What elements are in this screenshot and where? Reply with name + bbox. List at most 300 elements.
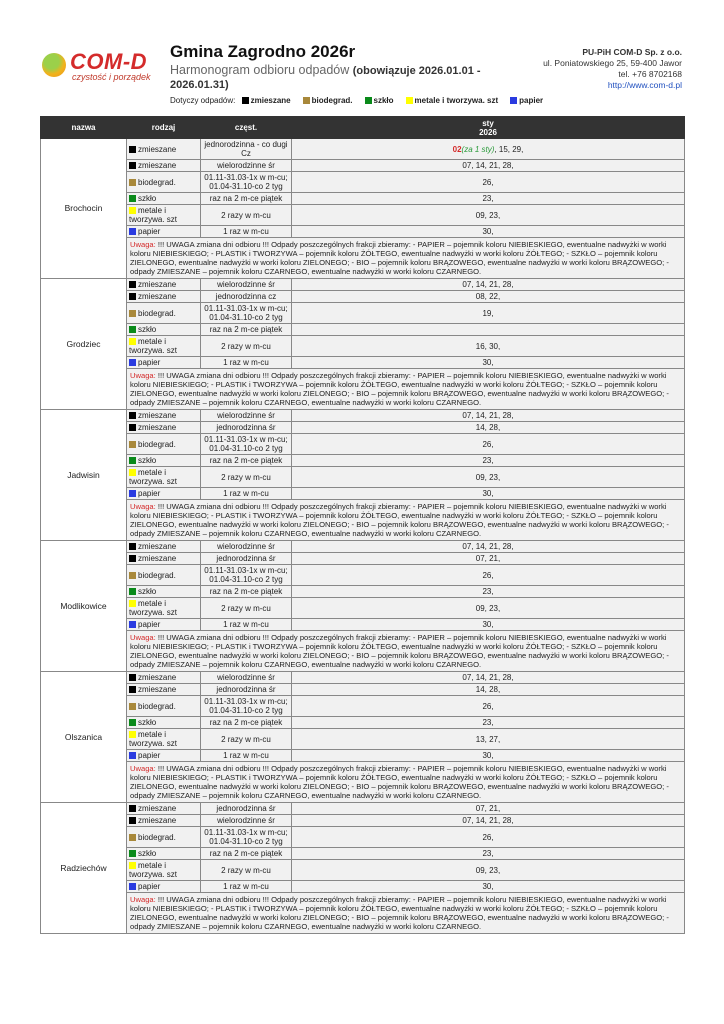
table-row	[41, 815, 685, 827]
waste-kind	[127, 291, 201, 303]
frequency: jednorodzinna - co dugi Cz	[201, 139, 292, 160]
color-swatch-icon	[129, 326, 136, 333]
waste-kind	[127, 139, 201, 160]
color-swatch-icon	[129, 228, 136, 235]
color-swatch-icon	[129, 412, 136, 419]
table-row	[41, 565, 685, 586]
note-prefix: Uwaga:	[130, 633, 156, 642]
village-name: Jadwisin	[41, 410, 127, 541]
waste-kind-label: zmieszane	[138, 554, 177, 563]
dates-text: 07, 14, 21, 28,	[462, 542, 514, 551]
frequency: 1 raz w m-cu	[201, 619, 292, 631]
pickup-dates	[292, 324, 685, 336]
waste-kind	[127, 750, 201, 762]
table-row	[41, 729, 685, 750]
table-row	[41, 717, 685, 729]
pickup-dates	[292, 488, 685, 500]
color-swatch-icon	[129, 359, 136, 366]
waste-kind-label: zmieszane	[138, 673, 177, 682]
pickup-dates	[292, 336, 685, 357]
collection-note	[127, 631, 685, 672]
pickup-dates	[292, 160, 685, 172]
waste-kind-label: metale i tworzywa. szt	[129, 206, 178, 224]
village-name: Brochocin	[41, 139, 127, 279]
table-row	[41, 172, 685, 193]
note-row	[41, 762, 685, 803]
legend-item	[303, 96, 353, 105]
color-swatch-icon	[129, 572, 136, 579]
color-swatch-icon	[129, 195, 136, 202]
table-row	[41, 488, 685, 500]
pickup-dates	[292, 684, 685, 696]
table-row	[41, 848, 685, 860]
color-swatch-icon	[129, 834, 136, 841]
pickup-dates	[292, 815, 685, 827]
frequency: 1 raz w m-cu	[201, 488, 292, 500]
dates-text: 26,	[482, 832, 494, 842]
waste-kind-label: zmieszane	[138, 816, 177, 825]
table-row	[41, 827, 685, 848]
pickup-dates	[292, 827, 685, 848]
dates-text: 30,	[482, 620, 494, 629]
note-text: !!! UWAGA zmiana dni odbioru !!! Odpady poszczególnych frakcji zbieramy: - PAPIER – pojemnik koloru NIEBIESKIEGO, ewentualne nadwyżki w worki koloru NIEBIESKIEGO; - PLASTIK i TWORZYWA – pojemnik koloru ŻÓŁTEGO, ewentualne nadwyżki w worki koloru ŻÓŁTEGO; - SZKŁO – pojemnik koloru ZIELONEGO, ewentualne nadwyżki w worki koloru ZIELONEGO; - BIO – pojemnik koloru BRĄZOWEGO, ewentualne nadwyżki w worki koloru BRĄZOWEGO; - odpady ZMIESZANE – pojemnik koloru CZARNEGO, ewentualne nadwyżki w worki koloru CZARNEGO.	[130, 371, 669, 407]
waste-kind-label: biodegrad.	[138, 439, 176, 449]
table-row	[41, 467, 685, 488]
waste-kind-label: biodegrad.	[138, 177, 176, 187]
note-prefix: Uwaga:	[130, 764, 156, 773]
frequency: raz na 2 m-ce piątek	[201, 717, 292, 729]
table-row	[41, 357, 685, 369]
frequency: jednorodzinna cz	[201, 291, 292, 303]
pickup-dates	[292, 357, 685, 369]
note-text: !!! UWAGA zmiana dni odbioru !!! Odpady poszczególnych frakcji zbieramy: - PAPIER – pojemnik koloru NIEBIESKIEGO, ewentualne nadwyżki w worki koloru NIEBIESKIEGO; - PLASTIK i TWORZYWA – pojemnik koloru ŻÓŁTEGO, ewentualne nadwyżki w worki koloru ŻÓŁTEGO; - SZKŁO – pojemnik koloru ZIELONEGO, ewentualne nadwyżki w worki koloru ZIELONEGO; - BIO – pojemnik koloru BRĄZOWEGO, ewentualne nadwyżki w worki koloru BRĄZOWEGO; - odpady ZMIESZANE – pojemnik koloru CZARNEGO, ewentualne nadwyżki w worki koloru CZARNEGO.	[130, 240, 669, 276]
table-header-row	[41, 117, 685, 139]
table-row	[41, 422, 685, 434]
table-row	[41, 598, 685, 619]
pickup-dates	[292, 565, 685, 586]
color-swatch-icon	[129, 862, 136, 869]
pickup-dates	[292, 696, 685, 717]
logo-tagline: czystość i porządek	[72, 72, 151, 82]
waste-kind	[127, 848, 201, 860]
dates-text: 23,	[482, 849, 494, 858]
dates-text: 19,	[482, 308, 494, 318]
dates-text: , 15, 29,	[494, 144, 524, 154]
frequency: wielorodzinne śr	[201, 541, 292, 553]
waste-kind	[127, 160, 201, 172]
color-swatch-icon	[129, 752, 136, 759]
table-row	[41, 139, 685, 160]
color-swatch-icon	[129, 555, 136, 562]
waste-kind	[127, 336, 201, 357]
waste-kind	[127, 488, 201, 500]
waste-kind	[127, 205, 201, 226]
color-swatch-icon	[406, 97, 413, 104]
dates-text: 26,	[482, 439, 494, 449]
color-swatch-icon	[129, 338, 136, 345]
document-header	[0, 0, 724, 116]
pickup-dates	[292, 729, 685, 750]
dates-text: 07, 14, 21, 28,	[462, 280, 514, 289]
color-swatch-icon	[129, 588, 136, 595]
pickup-dates	[292, 455, 685, 467]
pickup-dates	[292, 291, 685, 303]
color-swatch-icon	[129, 719, 136, 726]
note-row	[41, 893, 685, 934]
waste-kind	[127, 434, 201, 455]
waste-kind-label: zmieszane	[138, 411, 177, 420]
waste-kind-label: zmieszane	[138, 804, 177, 813]
waste-kind-label: metale i tworzywa. szt	[129, 599, 178, 617]
color-swatch-icon	[129, 543, 136, 550]
waste-kind-label: zmieszane	[138, 542, 177, 551]
dates-text: 07, 14, 21, 28,	[462, 161, 514, 170]
note-row	[41, 238, 685, 279]
color-swatch-icon	[129, 441, 136, 448]
pickup-dates	[292, 139, 685, 160]
frequency: 2 razy w m-cu	[201, 598, 292, 619]
color-swatch-icon	[129, 293, 136, 300]
waste-kind	[127, 324, 201, 336]
table-row	[41, 434, 685, 455]
dates-text: 14, 28,	[475, 685, 501, 694]
legend-item-label: biodegrad.	[311, 96, 353, 105]
pickup-dates	[292, 717, 685, 729]
note-prefix: Uwaga:	[130, 502, 156, 511]
color-swatch-icon	[129, 621, 136, 628]
pickup-dates	[292, 541, 685, 553]
frequency: wielorodzinne śr	[201, 672, 292, 684]
waste-kind-label: szkło	[138, 849, 157, 858]
color-swatch-icon	[242, 97, 249, 104]
note-row	[41, 631, 685, 672]
waste-kind-label: szkło	[138, 194, 157, 203]
waste-kind	[127, 803, 201, 815]
frequency: wielorodzinne śr	[201, 815, 292, 827]
dates-text: 23,	[482, 718, 494, 727]
color-swatch-icon	[129, 457, 136, 464]
pickup-dates	[292, 410, 685, 422]
table-row	[41, 160, 685, 172]
pickup-dates	[292, 672, 685, 684]
dates-text: 23,	[482, 194, 494, 203]
header-name: nazwa	[41, 117, 127, 139]
waste-kind	[127, 586, 201, 598]
frequency: 2 razy w m-cu	[201, 336, 292, 357]
table-row	[41, 541, 685, 553]
dates-text: 09, 23,	[475, 603, 501, 613]
pickup-dates	[292, 750, 685, 762]
table-row	[41, 881, 685, 893]
waste-kind-label: papier	[138, 227, 161, 236]
dates-text: 30,	[482, 489, 494, 498]
legend-item	[510, 96, 543, 105]
waste-kind-label: zmieszane	[138, 685, 177, 694]
waste-kind	[127, 172, 201, 193]
header-month	[292, 117, 685, 139]
note-prefix: Uwaga:	[130, 240, 156, 249]
table-row	[41, 696, 685, 717]
header-frequency: częst.	[201, 117, 292, 139]
pickup-dates	[292, 172, 685, 193]
color-swatch-icon	[129, 162, 136, 169]
waste-kind-label: zmieszane	[138, 161, 177, 170]
color-swatch-icon	[129, 179, 136, 186]
color-swatch-icon	[129, 703, 136, 710]
waste-legend	[170, 96, 555, 105]
collection-note	[127, 238, 685, 279]
note-row	[41, 500, 685, 541]
dates-text: 30,	[482, 227, 494, 236]
color-swatch-icon	[129, 146, 136, 153]
frequency: jednorodzinna śr	[201, 422, 292, 434]
company-name: PU-PiH COM-D Sp. z o.o.	[582, 47, 682, 57]
color-swatch-icon	[129, 674, 136, 681]
village-name: Radziechów	[41, 803, 127, 934]
waste-kind-label: papier	[138, 882, 161, 891]
page-title: Gmina Zagrodno 2026r	[170, 42, 356, 61]
dates-text: 07, 14, 21, 28,	[462, 816, 514, 825]
waste-kind-label: metale i tworzywa. szt	[129, 468, 178, 486]
waste-kind-label: metale i tworzywa. szt	[129, 337, 178, 355]
table-row	[41, 226, 685, 238]
color-swatch-icon	[129, 469, 136, 476]
frequency: 01.11-31.03-1x w m-cu; 01.04-31.10-co 2 tyg	[201, 696, 292, 717]
legend-item	[242, 96, 291, 105]
waste-kind	[127, 717, 201, 729]
frequency: 01.11-31.03-1x w m-cu; 01.04-31.10-co 2 tyg	[201, 434, 292, 455]
note-text: !!! UWAGA zmiana dni odbioru !!! Odpady poszczególnych frakcji zbieramy: - PAPIER – pojemnik koloru NIEBIESKIEGO, ewentualne nadwyżki w worki koloru NIEBIESKIEGO; - PLASTIK i TWORZYWA – pojemnik koloru ŻÓŁTEGO, ewentualne nadwyżki w worki koloru ŻÓŁTEGO; - SZKŁO – pojemnik koloru ZIELONEGO, ewentualne nadwyżki w worki koloru ZIELONEGO; - BIO – pojemnik koloru BRĄZOWEGO, ewentualne nadwyżki w worki koloru BRĄZOWEGO; - odpady ZMIESZANE – pojemnik koloru CZARNEGO, ewentualne nadwyżki w worki koloru CZARNEGO.	[130, 764, 669, 800]
table-row	[41, 750, 685, 762]
pickup-dates	[292, 619, 685, 631]
table-row	[41, 303, 685, 324]
waste-kind	[127, 357, 201, 369]
frequency: wielorodzinne śr	[201, 279, 292, 291]
dates-text: 14, 28,	[475, 423, 501, 432]
waste-kind	[127, 422, 201, 434]
validity-period: (obowiązuje 2026.01.01 - 2026.01.31)	[170, 65, 481, 91]
pickup-dates	[292, 467, 685, 488]
village-name: Olszanica	[41, 672, 127, 803]
frequency: raz na 2 m-ce piątek	[201, 193, 292, 205]
collection-note	[127, 369, 685, 410]
logo-brand: COM-D	[70, 49, 148, 74]
dates-text: 08, 22,	[475, 292, 501, 301]
waste-kind	[127, 541, 201, 553]
header-year: 2026	[479, 127, 497, 137]
color-swatch-icon	[129, 850, 136, 857]
waste-kind-label: biodegrad.	[138, 308, 176, 318]
frequency: raz na 2 m-ce piątek	[201, 848, 292, 860]
table-row	[41, 291, 685, 303]
waste-kind-label: szkło	[138, 456, 157, 465]
pickup-dates	[292, 803, 685, 815]
waste-kind-label: papier	[138, 358, 161, 367]
frequency: 2 razy w m-cu	[201, 205, 292, 226]
frequency: 01.11-31.03-1x w m-cu; 01.04-31.10-co 2 tyg	[201, 303, 292, 324]
frequency: 1 raz w m-cu	[201, 750, 292, 762]
waste-kind	[127, 827, 201, 848]
frequency: 1 raz w m-cu	[201, 226, 292, 238]
dates-text: 09, 23,	[475, 865, 501, 875]
frequency: 2 razy w m-cu	[201, 729, 292, 750]
table-row	[41, 324, 685, 336]
legend-item-label: szkło	[373, 96, 394, 105]
frequency: 1 raz w m-cu	[201, 881, 292, 893]
legend-item-label: metale i tworzywa. szt	[414, 96, 499, 105]
dates-text: 16, 30,	[475, 341, 501, 351]
pickup-dates	[292, 422, 685, 434]
dates-text: 30,	[482, 358, 494, 367]
company-address: ul. Poniatowskiego 25, 59-400 Jawor	[543, 58, 682, 68]
dates-text: 30,	[482, 882, 494, 891]
waste-kind	[127, 672, 201, 684]
waste-kind	[127, 729, 201, 750]
note-text: !!! UWAGA zmiana dni odbioru !!! Odpady poszczególnych frakcji zbieramy: - PAPIER – pojemnik koloru NIEBIESKIEGO, ewentualne nadwyżki w worki koloru NIEBIESKIEGO; - PLASTIK i TWORZYWA – pojemnik koloru ŻÓŁTEGO, ewentualne nadwyżki w worki koloru ŻÓŁTEGO; - SZKŁO – pojemnik koloru ZIELONEGO, ewentualne nadwyżki w worki koloru ZIELONEGO; - BIO – pojemnik koloru BRĄZOWEGO, ewentualne nadwyżki w worki koloru BRĄZOWEGO; - odpady ZMIESZANE – pojemnik koloru CZARNEGO, ewentualne nadwyżki w worki koloru CZARNEGO.	[130, 502, 669, 538]
note-row	[41, 369, 685, 410]
company-info	[543, 47, 682, 91]
note-text: !!! UWAGA zmiana dni odbioru !!! Odpady poszczególnych frakcji zbieramy: - PAPIER – pojemnik koloru NIEBIESKIEGO, ewentualne nadwyżki w worki koloru NIEBIESKIEGO; - PLASTIK i TWORZYWA – pojemnik koloru ŻÓŁTEGO, ewentualne nadwyżki w worki koloru ŻÓŁTEGO; - SZKŁO – pojemnik koloru ZIELONEGO, ewentualne nadwyżki w worki koloru ZIELONEGO; - BIO – pojemnik koloru BRĄZOWEGO, ewentualne nadwyżki w worki koloru BRĄZOWEGO; - odpady ZMIESZANE – pojemnik koloru CZARNEGO, ewentualne nadwyżki w worki koloru CZARNEGO.	[130, 895, 669, 931]
pickup-dates	[292, 848, 685, 860]
table-row	[41, 553, 685, 565]
frequency: jednorodzinna śr	[201, 684, 292, 696]
table-row	[41, 336, 685, 357]
waste-kind	[127, 696, 201, 717]
waste-kind-label: szkło	[138, 718, 157, 727]
subtitle-text: Harmonogram odbioru odpadów	[170, 63, 350, 77]
legend-item-label: zmieszane	[250, 96, 291, 105]
frequency: 2 razy w m-cu	[201, 860, 292, 881]
dates-text: 13, 27,	[475, 734, 501, 744]
frequency: 01.11-31.03-1x w m-cu; 01.04-31.10-co 2 tyg	[201, 565, 292, 586]
dates-text: 07, 14, 21, 28,	[462, 673, 514, 682]
waste-kind-label: biodegrad.	[138, 832, 176, 842]
waste-kind-label: metale i tworzywa. szt	[129, 730, 178, 748]
legend-item	[406, 96, 499, 105]
dates-text: 07, 21,	[475, 554, 501, 563]
frequency: wielorodzinne śr	[201, 410, 292, 422]
color-swatch-icon	[303, 97, 310, 104]
dates-text: 09, 23,	[475, 472, 501, 482]
dates-text: 26,	[482, 570, 494, 580]
waste-kind-label: biodegrad.	[138, 701, 176, 711]
pickup-dates	[292, 586, 685, 598]
table-row	[41, 672, 685, 684]
dates-text: 26,	[482, 701, 494, 711]
color-swatch-icon	[129, 281, 136, 288]
pickup-dates	[292, 279, 685, 291]
frequency: wielorodzinne śr	[201, 160, 292, 172]
color-swatch-icon	[365, 97, 372, 104]
color-swatch-icon	[129, 883, 136, 890]
frequency: raz na 2 m-ce piątek	[201, 455, 292, 467]
color-swatch-icon	[129, 817, 136, 824]
waste-kind	[127, 303, 201, 324]
color-swatch-icon	[129, 490, 136, 497]
changed-date: 02	[452, 144, 462, 154]
company-phone: tel. +76 8702168	[618, 69, 682, 79]
pickup-dates	[292, 434, 685, 455]
waste-kind	[127, 684, 201, 696]
frequency: jednorodzinna śr	[201, 553, 292, 565]
header-month-name: sty	[482, 118, 494, 128]
village-name: Modlikowice	[41, 541, 127, 672]
table-row	[41, 279, 685, 291]
waste-kind	[127, 598, 201, 619]
note-prefix: Uwaga:	[130, 895, 156, 904]
dates-text: 23,	[482, 587, 494, 596]
waste-kind	[127, 455, 201, 467]
pickup-dates	[292, 205, 685, 226]
waste-kind-label: biodegrad.	[138, 570, 176, 580]
waste-kind-label: szkło	[138, 325, 157, 334]
pickup-dates	[292, 303, 685, 324]
waste-kind-label: papier	[138, 751, 161, 760]
dates-text: 09, 23,	[475, 210, 501, 220]
color-swatch-icon	[129, 600, 136, 607]
waste-kind-label: papier	[138, 489, 161, 498]
table-row	[41, 803, 685, 815]
waste-kind-label: metale i tworzywa. szt	[129, 861, 178, 879]
pickup-dates	[292, 553, 685, 565]
table-row	[41, 619, 685, 631]
legend-label: Dotyczy odpadów:	[170, 96, 236, 105]
waste-kind-label: zmieszane	[138, 280, 177, 289]
pickup-dates	[292, 598, 685, 619]
note-prefix: Uwaga:	[130, 371, 156, 380]
frequency: raz na 2 m-ce piątek	[201, 586, 292, 598]
frequency: 01.11-31.03-1x w m-cu; 01.04-31.10-co 2 tyg	[201, 172, 292, 193]
color-swatch-icon	[129, 805, 136, 812]
collection-note	[127, 500, 685, 541]
dates-text: 07, 14, 21, 28,	[462, 411, 514, 420]
waste-kind	[127, 467, 201, 488]
color-swatch-icon	[129, 424, 136, 431]
table-row	[41, 193, 685, 205]
color-swatch-icon	[129, 686, 136, 693]
schedule-table	[40, 116, 685, 934]
table-row	[41, 684, 685, 696]
waste-kind	[127, 193, 201, 205]
waste-kind-label: zmieszane	[138, 144, 177, 154]
table-row	[41, 455, 685, 467]
table-row	[41, 205, 685, 226]
note-text: !!! UWAGA zmiana dni odbioru !!! Odpady poszczególnych frakcji zbieramy: - PAPIER – pojemnik koloru NIEBIESKIEGO, ewentualne nadwyżki w worki koloru NIEBIESKIEGO; - PLASTIK i TWORZYWA – pojemnik koloru ŻÓŁTEGO, ewentualne nadwyżki w worki koloru ŻÓŁTEGO; - SZKŁO – pojemnik koloru ZIELONEGO, ewentualne nadwyżki w worki koloru ZIELONEGO; - BIO – pojemnik koloru BRĄZOWEGO, ewentualne nadwyżki w worki koloru BRĄZOWEGO; - odpady ZMIESZANE – pojemnik koloru CZARNEGO, ewentualne nadwyżki w worki koloru CZARNEGO.	[130, 633, 669, 669]
color-swatch-icon	[510, 97, 517, 104]
changed-date-note: (za 1 sty)	[461, 144, 495, 154]
waste-kind	[127, 881, 201, 893]
table-row	[41, 860, 685, 881]
color-swatch-icon	[129, 207, 136, 214]
dates-text: 23,	[482, 456, 494, 465]
header-kind: rodzaj	[127, 117, 201, 139]
waste-kind	[127, 279, 201, 291]
table-row	[41, 586, 685, 598]
waste-kind	[127, 410, 201, 422]
collection-note	[127, 893, 685, 934]
pickup-dates	[292, 226, 685, 238]
pickup-dates	[292, 193, 685, 205]
waste-kind	[127, 226, 201, 238]
pickup-dates	[292, 881, 685, 893]
waste-kind	[127, 553, 201, 565]
company-website-link[interactable]: http://www.com-d.pl	[607, 80, 682, 90]
frequency: 01.11-31.03-1x w m-cu; 01.04-31.10-co 2 tyg	[201, 827, 292, 848]
waste-kind-label: zmieszane	[138, 423, 177, 432]
frequency: raz na 2 m-ce piątek	[201, 324, 292, 336]
frequency: 1 raz w m-cu	[201, 357, 292, 369]
dates-text: 26,	[482, 177, 494, 187]
